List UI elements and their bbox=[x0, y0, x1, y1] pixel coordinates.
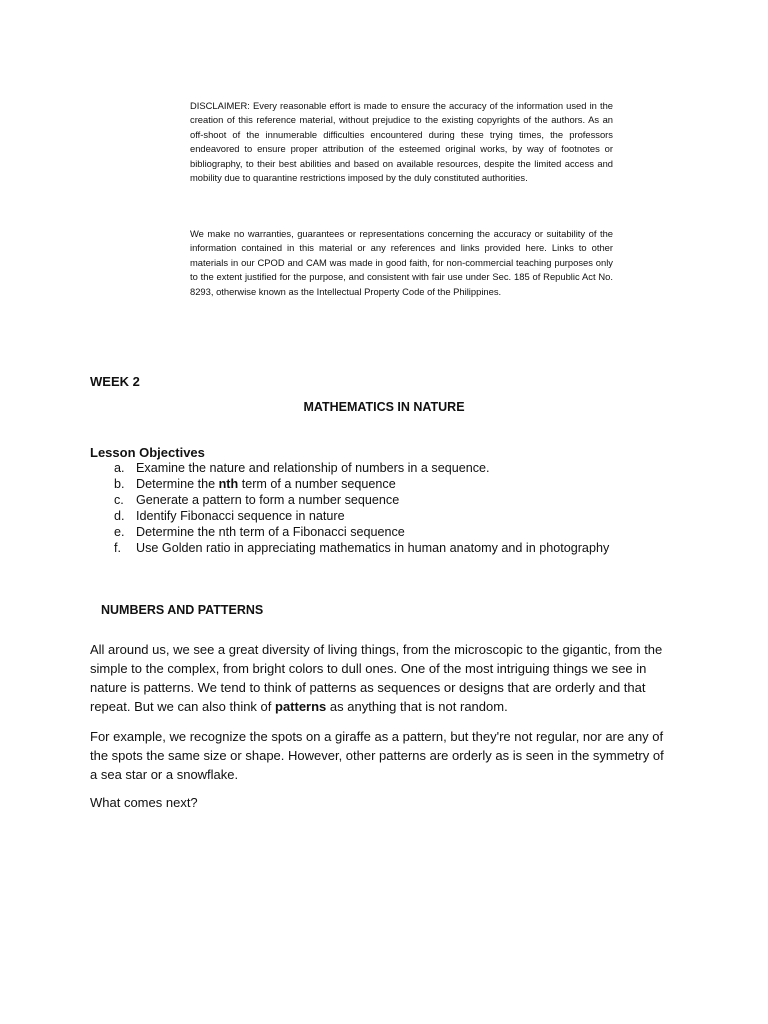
list-marker: b. bbox=[114, 477, 125, 491]
list-item bbox=[90, 524, 690, 540]
objectives-list bbox=[90, 460, 690, 556]
body-paragraph: What comes next? bbox=[90, 795, 198, 810]
objectives-heading: Lesson Objectives bbox=[90, 445, 205, 460]
list-item bbox=[90, 508, 690, 524]
list-item bbox=[90, 540, 690, 556]
warranty-paragraph: We make no warranties, guarantees or representations concerning the accuracy or suitability of the information contained in this material or any references and links provided here. Links to other materials in our CPOD and CAM was made in good faith, for non-commercial teaching purposes only to the extent justified for the purpose, and consistent with fair use under Sec. 185 of Republic Act No. 8293, otherwise known as the Intellectual Property Code of the Philippines. bbox=[190, 228, 613, 297]
list-item-text: Examine the nature and relationship of numbers in a sequence. bbox=[136, 461, 490, 475]
list-marker: d. bbox=[114, 509, 125, 523]
page-title: MATHEMATICS IN NATURE bbox=[303, 400, 465, 414]
list-item bbox=[90, 460, 690, 476]
list-marker: c. bbox=[114, 493, 124, 507]
list-item-text: Generate a pattern to form a number sequence bbox=[136, 493, 400, 507]
list-marker: e. bbox=[114, 525, 125, 539]
body-paragraph: All around us, we see a great diversity of living things, from the microscopic to the gigantic, from the simple to the complex, from bright colors to dull ones. One of the most intriguing things we see in nature is patterns. We tend to think of patterns as sequences or designs that are orderly and that repeat. But we can also think of patterns as anything that is not random. bbox=[90, 642, 663, 714]
list-marker: f. bbox=[114, 541, 121, 555]
list-item-text: Determine the nth term of a number sequence bbox=[136, 477, 396, 491]
week-label: WEEK 2 bbox=[90, 374, 140, 389]
list-item-text: Identify Fibonacci sequence in nature bbox=[136, 509, 345, 523]
list-item-text: Determine the nth term of a Fibonacci sequence bbox=[136, 525, 405, 539]
list-item-text: Use Golden ratio in appreciating mathematics in human anatomy and in photography bbox=[136, 541, 610, 555]
disclaimer-paragraph: DISCLAIMER: Every reasonable effort is made to ensure the accuracy of the information used in the creation of this reference material, without prejudice to the existing copyrights of the authors. As an off-shoot of the innumerable difficulties encountered during these trying times, the professors endeavored to ensure proper attribution of the esteemed original works, by way of footnotes or bibliography, to their best abilities and based on available resources, despite the limited access and mobility due to quarantine restrictions imposed by the duly constituted authorities. bbox=[190, 100, 613, 184]
section-heading: NUMBERS AND PATTERNS bbox=[101, 603, 264, 617]
list-marker: a. bbox=[114, 461, 125, 475]
list-item bbox=[90, 492, 690, 508]
list-item bbox=[90, 476, 690, 492]
body-paragraph: For example, we recognize the spots on a giraffe as a pattern, but they're not regular, nor are any of the spots the same size or shape. However, other patterns are orderly as is seen in the symmetry of a sea star or a snowflake. bbox=[90, 729, 664, 782]
